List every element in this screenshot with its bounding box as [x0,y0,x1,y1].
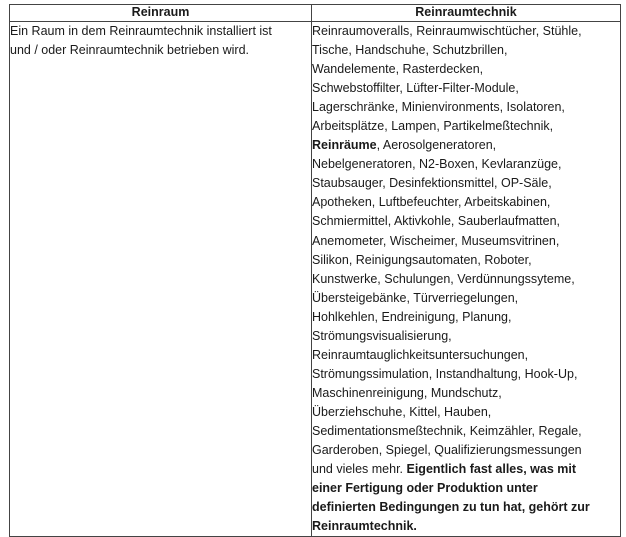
technology-list-line [312,384,620,403]
technology-list-line [312,403,620,422]
technology-list-cell [312,22,621,537]
technology-list-line [312,289,620,308]
bold-text-run: definierten Bedingungen zu tun hat, gehört zur [312,500,590,515]
technology-list-line [312,41,620,60]
text-run: Lagerschränke, Minienvironments, Isolatoren, [312,100,565,115]
text-run: Staubsauger, Desinfektionsmittel, OP-Säle, [312,176,552,191]
text-run: Reinraumoveralls, Reinraumwischtücher, Stühle, [312,24,582,38]
text-run: , Aerosolgeneratoren, [376,138,497,153]
technology-list-line [312,174,620,193]
text-run: Sedimentationsmeßtechnik, Keimzähler, Regale, [312,423,582,438]
technology-list-line [312,498,620,517]
technology-list-line [312,365,620,384]
text-run: Arbeitsplätze, Lampen, Partikelmeßtechnik, [312,119,554,134]
header-reinraumtechnik: Reinraumtechnik [312,5,621,22]
text-run: Reinraumtauglichkeitsuntersuchungen, [312,347,529,362]
technology-list-line [312,155,620,174]
text-run: Hohlkehlen, Endreinigung, Planung, [312,309,512,324]
technology-list-line [312,193,620,212]
text-run: Wandelemente, Rasterdecken, [312,62,484,77]
technology-list-line [312,270,620,289]
text-run: und vieles mehr. [312,462,407,477]
definition-line: Ein Raum in dem Reinraumtechnik installiert ist [10,24,272,38]
text-run: Garderoben, Spiegel, Qualifizierungsmessungen [312,443,582,458]
text-run: Nebelgeneratoren, N2-Boxen, Kevlaranzüge, [312,157,562,172]
technology-list-line [312,308,620,327]
technology-list-line [312,346,620,365]
technology-list-line [312,479,620,498]
technology-list-line [312,22,620,41]
technology-list-line [312,441,620,460]
technology-list-line [312,232,620,251]
technology-list-line [312,136,620,155]
technology-list-line [312,79,620,98]
text-run: Kunstwerke, Schulungen, Verdünnungssyteme, [312,271,575,286]
technology-list-line [312,212,620,231]
text-run: Silikon, Reinigungsautomaten, Roboter, [312,252,532,267]
text-run: Schwebstoffilter, Lüfter-Filter-Module, [312,81,519,96]
text-run: Schmiermittel, Aktivkohle, Sauberlaufmatten, [312,214,561,229]
bold-text-run: Reinräume [312,138,377,153]
technology-list-line [312,517,620,536]
definition-cell [10,22,312,537]
text-run: Tische, Handschuhe, Schutzbrillen, [312,43,508,58]
technology-list [312,22,620,536]
bold-text-run: Reinraumtechnik. [312,519,417,534]
technology-list-line [312,117,620,136]
technology-list-line [312,327,620,346]
technology-list-line [312,60,620,79]
bold-text-run: einer Fertigung oder Produktion unter [312,481,538,496]
table-header-row [10,5,621,22]
technology-list-line [312,98,620,117]
bold-text-run: Eigentlich fast alles, was mit [406,462,577,477]
text-run: Anemometer, Wischeimer, Museumsvitrinen, [312,233,560,248]
technology-list-line [312,460,620,479]
header-reinraum: Reinraum [10,5,312,22]
text-run: Maschinenreinigung, Mundschutz, [312,385,502,400]
text-run: Übersteigebänke, Türverriegelungen, [312,290,519,305]
text-run: Strömungssimulation, Instandhaltung, Hook-Up, [312,366,578,381]
technology-list-line [312,251,620,270]
comparison-table [9,4,621,537]
text-run: Strömungsvisualisierung, [312,328,452,343]
definition-line: und / oder Reinraumtechnik betrieben wird. [10,43,250,57]
text-run: Apotheken, Luftbefeuchter, Arbeitskabinen, [312,195,551,210]
table-row [10,22,621,537]
text-run: Überziehschuhe, Kittel, Hauben, [312,404,492,419]
technology-list-line [312,422,620,441]
